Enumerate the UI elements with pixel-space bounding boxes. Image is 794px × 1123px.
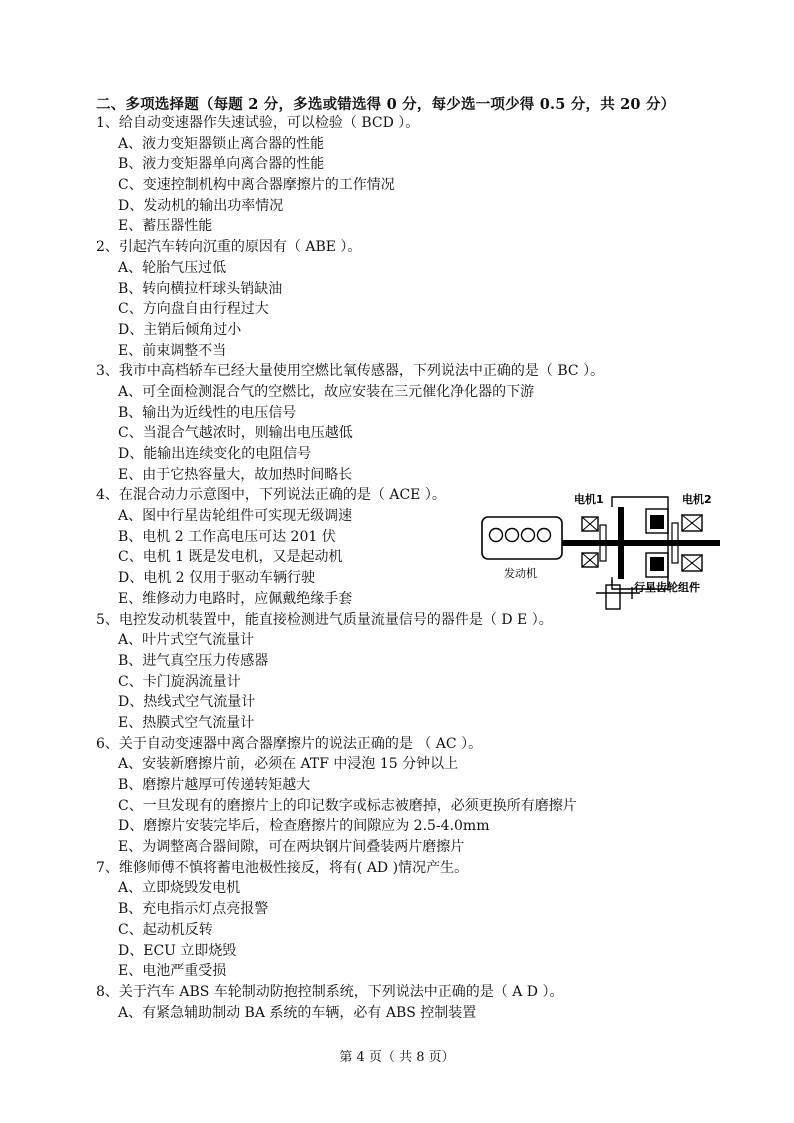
answer-option: C、起动机反转 (118, 921, 213, 938)
answer-option: E、蓄压器性能 (118, 218, 213, 235)
answer-option: C、变速控制机构中离合器摩擦片的工作情况 (118, 177, 395, 194)
question-stem: 2、引起汽车转向沉重的原因有（ ABE ）。 (96, 239, 362, 256)
answer-option: E、电池严重受损 (118, 963, 227, 980)
question-stem: 8、关于汽车 ABS 车轮制动防抱控制系统，下列说法中正确的是（ A D ）。 (96, 983, 564, 1000)
cylinder-icon (490, 529, 503, 542)
answer-option: E、为调整离合器间隙，可在两块钢片间叠装两片磨擦片 (118, 839, 465, 856)
answer-option: E、由于它热容量大，故加热时间略长 (118, 466, 353, 483)
answer-option: B、进气真空压力传感器 (118, 652, 269, 669)
answer-option: C、当混合气越浓时，则输出电压越低 (118, 425, 353, 442)
answer-option: E、热膜式空气流量计 (118, 714, 255, 731)
answer-option: B、充电指示灯点亮报警 (118, 901, 269, 918)
question-stem: 4、在混合动力示意图中，下列说法正确的是（ ACE ）。 (96, 487, 446, 504)
answer-option: C、方向盘自由行程过大 (118, 301, 269, 318)
answer-option: D、磨擦片安装完毕后，检查磨擦片的间隙应为 2.5-4.0mm (118, 818, 490, 835)
answer-option: B、液力变矩器单向离合器的性能 (118, 156, 325, 173)
page-footer: 第 4 页（ 共 8 页） (339, 1050, 455, 1065)
answer-option: C、一旦发现有的磨擦片上的印记数字或标志被磨掉，必须更换所有磨擦片 (118, 797, 577, 814)
cylinder-icon (538, 529, 551, 542)
answer-option: A、液力变矩器锁止离合器的性能 (118, 135, 325, 152)
answer-option: B、转向横拉杆球头销缺油 (118, 280, 283, 297)
answer-option: A、叶片式空气流量计 (118, 632, 255, 649)
cylinder-icon (522, 529, 535, 542)
section-heading: 二、多项选择题（每题 2 分，多选或错选得 0 分，每少选一项少得 0.5 分，共 20 分） (96, 96, 676, 113)
answer-option: C、电机 1 既是发电机，又是起动机 (118, 549, 343, 566)
answer-option: A、可全面检测混合气的空燃比，故应安装在三元催化净化器的下游 (118, 383, 535, 400)
planetary-label: 行星齿轮组件 (634, 581, 700, 594)
question-stem: 5、电控发动机装置中，能直接检测进气质量流量信号的器件是（ D E ）。 (96, 611, 553, 628)
main-shaft (562, 540, 720, 546)
engine-label: 发动机 (504, 567, 537, 580)
question-stem: 1、给自动变速器作失速试验，可以检验（ BCD ）。 (96, 115, 420, 131)
question-stem: 3、我市中高档轿车已经大量使用空燃比氧传感器，下列说法中正确的是（ BC ）。 (96, 363, 605, 380)
cylinder-icon (506, 529, 519, 542)
motor2-label: 电机2 (682, 493, 712, 506)
answer-option: C、卡门旋涡流量计 (118, 673, 241, 690)
motor1-label: 电机1 (574, 493, 604, 506)
answer-option: E、前束调整不当 (118, 342, 227, 359)
question-stem: 7、维修师傅不慎将蓄电池极性接反，将有( AD )情况产生。 (96, 859, 469, 876)
answer-option: A、图中行星齿轮组件可实现无级调速 (118, 508, 353, 525)
answer-option: D、发动机的输出功率情况 (118, 197, 284, 214)
answer-option: B、输出为近线性的电压信号 (118, 404, 297, 421)
answer-option: D、热线式空气流量计 (118, 694, 256, 711)
answer-option: A、轮胎气压过低 (118, 259, 227, 276)
answer-option: A、安装新磨擦片前，必须在 ATF 中浸泡 15 分钟以上 (118, 756, 459, 773)
hybrid-powertrain-diagram (478, 487, 724, 611)
answer-option: D、ECU 立即烧毁 (118, 942, 237, 959)
answer-option: D、主销后倾角过小 (118, 321, 242, 338)
answer-option: D、电机 2 仅用于驱动车辆行驶 (118, 570, 316, 587)
answer-option: B、电机 2 工作高电压可达 201 伏 (118, 528, 336, 545)
question-stem: 6、关于自动变速器中离合器摩擦片的说法正确的是 （ AC ）。 (96, 735, 483, 752)
answer-option: A、立即烧毁发电机 (118, 880, 241, 897)
answer-option: E、维修动力电路时，应佩戴绝缘手套 (118, 590, 353, 607)
answer-option: B、磨擦片越厚可传递转矩越大 (118, 777, 311, 793)
answer-option: A、有紧急辅助制动 BA 系统的车辆，必有 ABS 控制装置 (118, 1004, 477, 1021)
answer-option: D、能输出连续变化的电阻信号 (118, 446, 312, 462)
